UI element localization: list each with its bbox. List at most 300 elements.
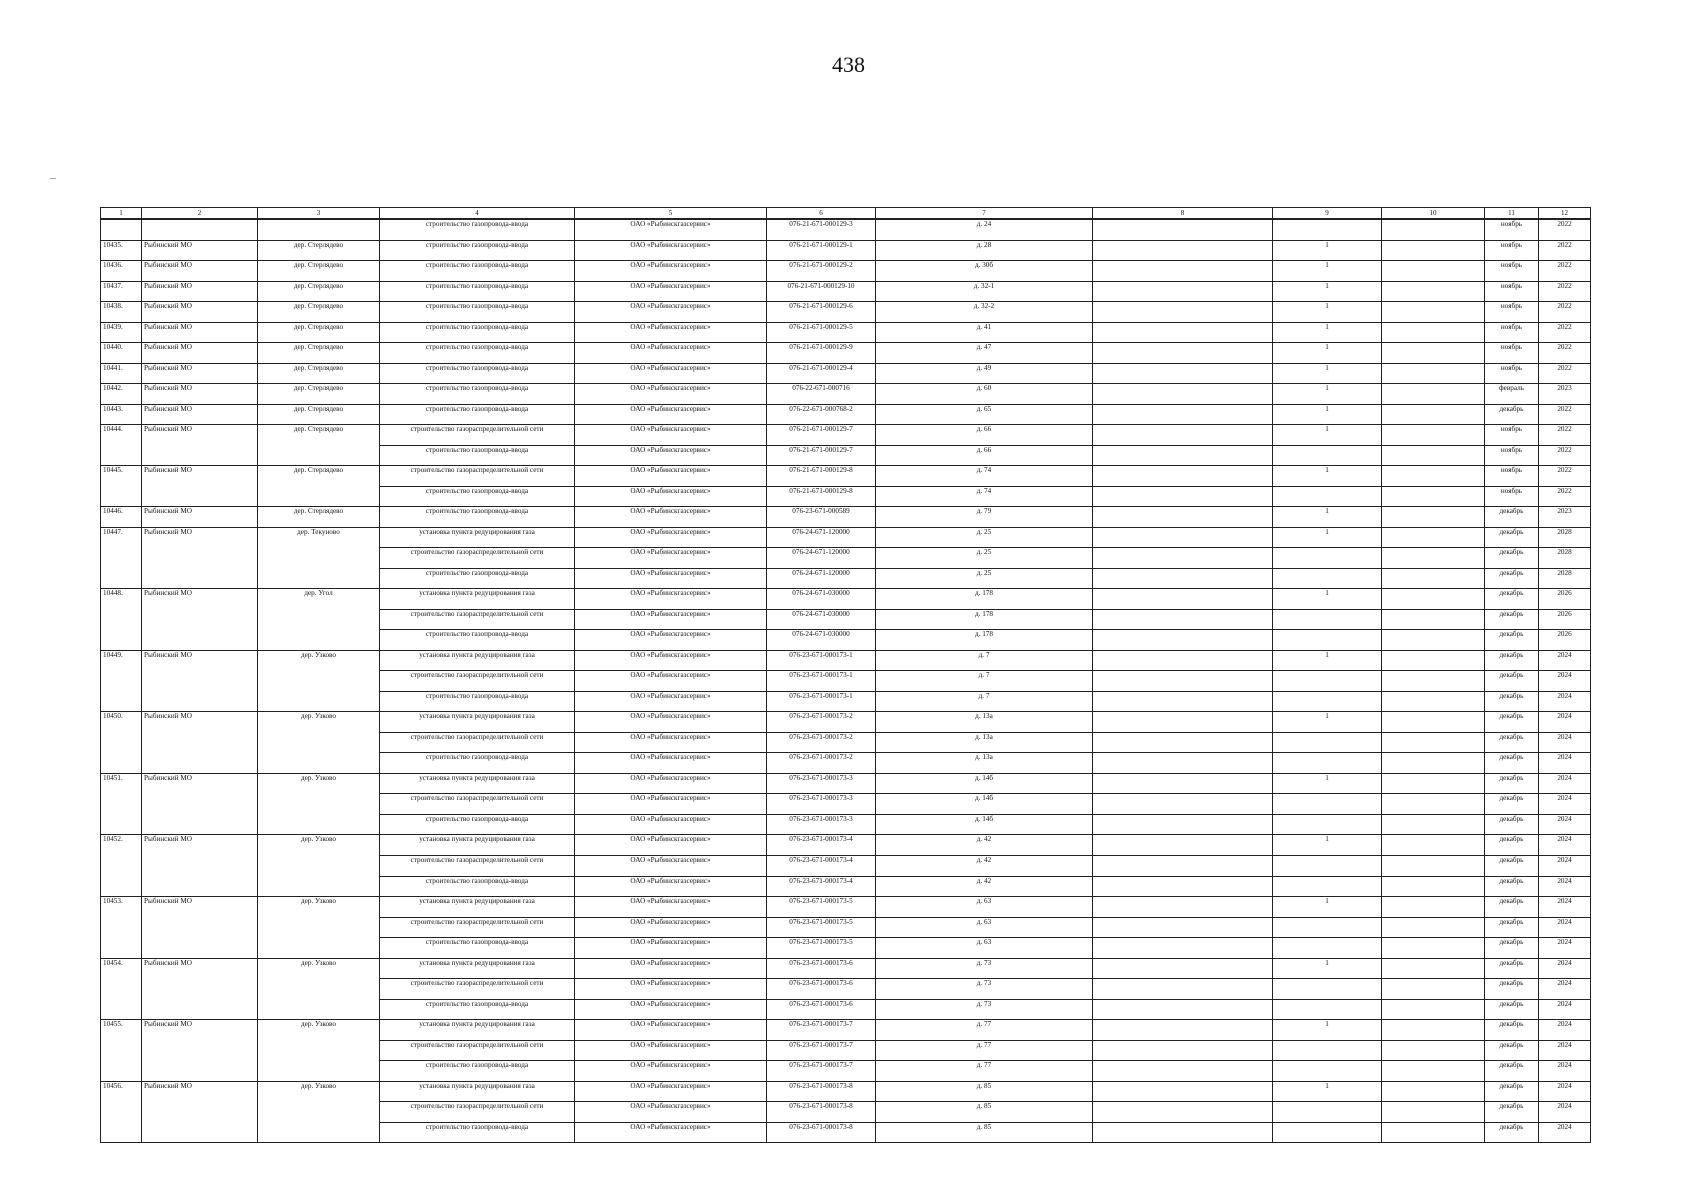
- column-10-cell: [1382, 548, 1485, 569]
- address-cell: д. 73: [876, 958, 1093, 979]
- entry-number-cell: 10453.: [101, 897, 142, 918]
- municipality-cell: [142, 917, 258, 938]
- work-type-cell: строительство газораспределительной сети: [380, 917, 575, 938]
- month-cell: декабрь: [1485, 999, 1539, 1020]
- year-cell: 2024: [1539, 1102, 1591, 1123]
- settlement-cell: дер. Узково: [258, 835, 380, 856]
- municipality-cell: Рыбинский МО: [142, 1081, 258, 1102]
- month-cell: декабрь: [1485, 671, 1539, 692]
- address-cell: д. 24: [876, 219, 1093, 240]
- column-10-cell: [1382, 261, 1485, 282]
- address-cell: д. 85: [876, 1081, 1093, 1102]
- column-number: 3: [258, 208, 380, 220]
- column-8-cell: [1093, 445, 1273, 466]
- entry-number-cell: 10440.: [101, 343, 142, 364]
- month-cell: декабрь: [1485, 691, 1539, 712]
- year-cell: 2024: [1539, 1122, 1591, 1143]
- month-cell: декабрь: [1485, 773, 1539, 794]
- address-cell: д. 25: [876, 548, 1093, 569]
- registry-code-cell: 076-23-671-000173-6: [767, 958, 876, 979]
- entry-number-cell: 10435.: [101, 240, 142, 261]
- table-row: [101, 835, 1591, 856]
- settlement-cell: [258, 814, 380, 835]
- month-cell: декабрь: [1485, 630, 1539, 651]
- municipality-cell: Рыбинский МО: [142, 958, 258, 979]
- municipality-cell: Рыбинский МО: [142, 650, 258, 671]
- work-type-cell: строительство газопровода-ввода: [380, 876, 575, 897]
- address-cell: д. 79: [876, 507, 1093, 528]
- year-cell: 2028: [1539, 568, 1591, 589]
- entry-number-cell: 10446.: [101, 507, 142, 528]
- column-10-cell: [1382, 712, 1485, 733]
- column-10-cell: [1382, 425, 1485, 446]
- registry-code-cell: 076-23-671-000173-2: [767, 753, 876, 774]
- column-10-cell: [1382, 404, 1485, 425]
- month-cell: ноябрь: [1485, 343, 1539, 364]
- month-cell: февраль: [1485, 384, 1539, 405]
- year-cell: 2024: [1539, 753, 1591, 774]
- table-row: [101, 917, 1591, 938]
- column-8-cell: [1093, 527, 1273, 548]
- registry-code-cell: 076-23-671-000173-4: [767, 835, 876, 856]
- table-row: [101, 897, 1591, 918]
- registry-code-cell: 076-23-671-000173-7: [767, 1040, 876, 1061]
- municipality-cell: Рыбинский МО: [142, 240, 258, 261]
- gasification-register-table: [100, 207, 1591, 1143]
- table-row: [101, 281, 1591, 302]
- column-9-cell: 1: [1273, 261, 1382, 282]
- work-type-cell: строительство газораспределительной сети: [380, 855, 575, 876]
- entry-number-cell: [101, 1122, 142, 1143]
- year-cell: 2024: [1539, 691, 1591, 712]
- organization-cell: ОАО «Рыбинскгазсервис»: [575, 1102, 767, 1123]
- address-cell: д. 73: [876, 979, 1093, 1000]
- municipality-cell: Рыбинский МО: [142, 384, 258, 405]
- column-8-cell: [1093, 507, 1273, 528]
- address-cell: д. 66: [876, 445, 1093, 466]
- municipality-cell: [142, 794, 258, 815]
- column-9-cell: 1: [1273, 302, 1382, 323]
- address-cell: д. 178: [876, 630, 1093, 651]
- month-cell: декабрь: [1485, 568, 1539, 589]
- organization-cell: ОАО «Рыбинскгазсервис»: [575, 671, 767, 692]
- column-9-cell: 1: [1273, 527, 1382, 548]
- column-10-cell: [1382, 609, 1485, 630]
- settlement-cell: [258, 979, 380, 1000]
- address-cell: д. 60: [876, 384, 1093, 405]
- settlement-cell: [258, 219, 380, 240]
- column-8-cell: [1093, 425, 1273, 446]
- month-cell: декабрь: [1485, 979, 1539, 1000]
- registry-code-cell: 076-23-671-000589: [767, 507, 876, 528]
- organization-cell: ОАО «Рыбинскгазсервис»: [575, 589, 767, 610]
- settlement-cell: [258, 445, 380, 466]
- work-type-cell: строительство газопровода-ввода: [380, 240, 575, 261]
- work-type-cell: установка пункта редуцирования газа: [380, 1081, 575, 1102]
- settlement-cell: дер. Стерлядево: [258, 466, 380, 487]
- column-8-cell: [1093, 1081, 1273, 1102]
- work-type-cell: строительство газораспределительной сети: [380, 1102, 575, 1123]
- settlement-cell: дер. Стерлядево: [258, 384, 380, 405]
- column-8-cell: [1093, 568, 1273, 589]
- column-9-cell: [1273, 855, 1382, 876]
- column-8-cell: [1093, 999, 1273, 1020]
- column-10-cell: [1382, 979, 1485, 1000]
- column-8-cell: [1093, 322, 1273, 343]
- margin-mark: [50, 178, 56, 179]
- settlement-cell: дер. Узково: [258, 1020, 380, 1041]
- column-number: 2: [142, 208, 258, 220]
- column-10-cell: [1382, 855, 1485, 876]
- entry-number-cell: [101, 938, 142, 959]
- column-9-cell: [1273, 999, 1382, 1020]
- month-cell: декабрь: [1485, 527, 1539, 548]
- entry-number-cell: 10436.: [101, 261, 142, 282]
- month-cell: декабрь: [1485, 650, 1539, 671]
- entry-number-cell: [101, 1061, 142, 1082]
- municipality-cell: [142, 814, 258, 835]
- work-type-cell: строительство газораспределительной сети: [380, 794, 575, 815]
- entry-number-cell: 10449.: [101, 650, 142, 671]
- column-8-cell: [1093, 712, 1273, 733]
- settlement-cell: дер. Стерлядево: [258, 281, 380, 302]
- column-8-cell: [1093, 1122, 1273, 1143]
- work-type-cell: строительство газопровода-ввода: [380, 302, 575, 323]
- column-10-cell: [1382, 814, 1485, 835]
- entry-number-cell: 10439.: [101, 322, 142, 343]
- table-row: [101, 445, 1591, 466]
- registry-code-cell: 076-23-671-000173-3: [767, 814, 876, 835]
- column-10-cell: [1382, 876, 1485, 897]
- municipality-cell: [142, 671, 258, 692]
- table-body: [101, 208, 1591, 1143]
- settlement-cell: [258, 1122, 380, 1143]
- settlement-cell: дер. Угол: [258, 589, 380, 610]
- year-cell: 2024: [1539, 814, 1591, 835]
- address-cell: д. 25: [876, 568, 1093, 589]
- column-9-cell: 1: [1273, 1020, 1382, 1041]
- month-cell: декабрь: [1485, 404, 1539, 425]
- column-8-cell: [1093, 363, 1273, 384]
- work-type-cell: строительство газораспределительной сети: [380, 979, 575, 1000]
- column-8-cell: [1093, 1102, 1273, 1123]
- column-8-cell: [1093, 1061, 1273, 1082]
- column-8-cell: [1093, 589, 1273, 610]
- column-8-cell: [1093, 979, 1273, 1000]
- table-row: [101, 938, 1591, 959]
- table-row: [101, 1081, 1591, 1102]
- entry-number-cell: [101, 548, 142, 569]
- month-cell: декабрь: [1485, 835, 1539, 856]
- municipality-cell: Рыбинский МО: [142, 507, 258, 528]
- organization-cell: ОАО «Рыбинскгазсервис»: [575, 548, 767, 569]
- year-cell: 2022: [1539, 281, 1591, 302]
- settlement-cell: [258, 917, 380, 938]
- registry-code-cell: 076-21-671-000129-10: [767, 281, 876, 302]
- registry-code-cell: 076-23-671-000173-2: [767, 712, 876, 733]
- settlement-cell: дер. Стерлядево: [258, 322, 380, 343]
- organization-cell: ОАО «Рыбинскгазсервис»: [575, 712, 767, 733]
- municipality-cell: Рыбинский МО: [142, 712, 258, 733]
- municipality-cell: [142, 938, 258, 959]
- settlement-cell: дер. Стерлядево: [258, 404, 380, 425]
- column-8-cell: [1093, 302, 1273, 323]
- column-10-cell: [1382, 958, 1485, 979]
- column-9-cell: [1273, 445, 1382, 466]
- registry-code-cell: 076-21-671-000129-4: [767, 363, 876, 384]
- column-10-cell: [1382, 650, 1485, 671]
- column-8-cell: [1093, 1020, 1273, 1041]
- month-cell: ноябрь: [1485, 363, 1539, 384]
- column-8-cell: [1093, 281, 1273, 302]
- entry-number-cell: [101, 753, 142, 774]
- year-cell: 2024: [1539, 671, 1591, 692]
- year-cell: 2024: [1539, 794, 1591, 815]
- address-cell: д. 42: [876, 835, 1093, 856]
- settlement-cell: [258, 609, 380, 630]
- municipality-cell: Рыбинский МО: [142, 466, 258, 487]
- organization-cell: ОАО «Рыбинскгазсервис»: [575, 938, 767, 959]
- year-cell: 2024: [1539, 1061, 1591, 1082]
- table-row: [101, 1122, 1591, 1143]
- column-10-cell: [1382, 527, 1485, 548]
- settlement-cell: [258, 486, 380, 507]
- table-row: [101, 302, 1591, 323]
- address-cell: д. 32-2: [876, 302, 1093, 323]
- column-9-cell: [1273, 568, 1382, 589]
- entry-number-cell: [101, 979, 142, 1000]
- entry-number-cell: [101, 691, 142, 712]
- year-cell: 2022: [1539, 219, 1591, 240]
- municipality-cell: Рыбинский МО: [142, 343, 258, 364]
- column-8-cell: [1093, 691, 1273, 712]
- entry-number-cell: [101, 855, 142, 876]
- work-type-cell: строительство газораспределительной сети: [380, 548, 575, 569]
- organization-cell: ОАО «Рыбинскгазсервис»: [575, 404, 767, 425]
- column-8-cell: [1093, 773, 1273, 794]
- settlement-cell: [258, 568, 380, 589]
- registry-code-cell: 076-23-671-000173-8: [767, 1102, 876, 1123]
- column-number: 6: [767, 208, 876, 220]
- entry-number-cell: 10441.: [101, 363, 142, 384]
- registry-code-cell: 076-21-671-000129-2: [767, 261, 876, 282]
- settlement-cell: [258, 630, 380, 651]
- column-8-cell: [1093, 671, 1273, 692]
- work-type-cell: строительство газопровода-ввода: [380, 999, 575, 1020]
- table-row: [101, 425, 1591, 446]
- municipality-cell: [142, 609, 258, 630]
- entry-number-cell: 10455.: [101, 1020, 142, 1041]
- table-row: [101, 630, 1591, 651]
- column-9-cell: [1273, 1040, 1382, 1061]
- address-cell: д. 74: [876, 466, 1093, 487]
- registry-code-cell: 076-24-671-030000: [767, 589, 876, 610]
- column-8-cell: [1093, 650, 1273, 671]
- entry-number-cell: [101, 814, 142, 835]
- table-row: [101, 609, 1591, 630]
- year-cell: 2022: [1539, 343, 1591, 364]
- table-row: [101, 794, 1591, 815]
- settlement-cell: [258, 1102, 380, 1123]
- year-cell: 2028: [1539, 548, 1591, 569]
- registry-code-cell: 076-23-671-000173-1: [767, 691, 876, 712]
- entry-number-cell: [101, 486, 142, 507]
- settlement-cell: [258, 1040, 380, 1061]
- municipality-cell: [142, 1061, 258, 1082]
- year-cell: 2024: [1539, 650, 1591, 671]
- registry-code-cell: 076-23-671-000173-5: [767, 897, 876, 918]
- entry-number-cell: [101, 609, 142, 630]
- work-type-cell: строительство газораспределительной сети: [380, 425, 575, 446]
- month-cell: ноябрь: [1485, 261, 1539, 282]
- work-type-cell: строительство газораспределительной сети: [380, 466, 575, 487]
- address-cell: д. 74: [876, 486, 1093, 507]
- work-type-cell: установка пункта редуцирования газа: [380, 897, 575, 918]
- address-cell: д. 73: [876, 999, 1093, 1020]
- table-row: [101, 958, 1591, 979]
- municipality-cell: Рыбинский МО: [142, 261, 258, 282]
- organization-cell: ОАО «Рыбинскгазсервис»: [575, 979, 767, 1000]
- organization-cell: ОАО «Рыбинскгазсервис»: [575, 855, 767, 876]
- work-type-cell: строительство газопровода-ввода: [380, 384, 575, 405]
- year-cell: 2024: [1539, 732, 1591, 753]
- entry-number-cell: [101, 1102, 142, 1123]
- address-cell: д. 85: [876, 1102, 1093, 1123]
- address-cell: д. 47: [876, 343, 1093, 364]
- work-type-cell: строительство газопровода-ввода: [380, 445, 575, 466]
- year-cell: 2022: [1539, 466, 1591, 487]
- settlement-cell: дер. Стерлядево: [258, 240, 380, 261]
- address-cell: д. 7: [876, 691, 1093, 712]
- column-8-cell: [1093, 404, 1273, 425]
- address-cell: д. 63: [876, 897, 1093, 918]
- table-row: [101, 773, 1591, 794]
- month-cell: ноябрь: [1485, 486, 1539, 507]
- column-9-cell: 1: [1273, 650, 1382, 671]
- organization-cell: ОАО «Рыбинскгазсервис»: [575, 1081, 767, 1102]
- column-8-cell: [1093, 486, 1273, 507]
- entry-number-cell: [101, 1040, 142, 1061]
- column-10-cell: [1382, 630, 1485, 651]
- year-cell: 2024: [1539, 855, 1591, 876]
- settlement-cell: [258, 876, 380, 897]
- column-9-cell: [1273, 979, 1382, 1000]
- column-9-cell: [1273, 732, 1382, 753]
- column-10-cell: [1382, 835, 1485, 856]
- address-cell: д. 13а: [876, 712, 1093, 733]
- work-type-cell: установка пункта редуцирования газа: [380, 835, 575, 856]
- month-cell: ноябрь: [1485, 445, 1539, 466]
- registry-code-cell: 076-23-671-000173-3: [767, 773, 876, 794]
- address-cell: д. 77: [876, 1061, 1093, 1082]
- address-cell: д. 30б: [876, 261, 1093, 282]
- municipality-cell: Рыбинский МО: [142, 404, 258, 425]
- entry-number-cell: [101, 219, 142, 240]
- entry-number-cell: 10447.: [101, 527, 142, 548]
- table-row: [101, 1020, 1591, 1041]
- year-cell: 2024: [1539, 773, 1591, 794]
- table-row: [101, 322, 1591, 343]
- entry-number-cell: 10450.: [101, 712, 142, 733]
- table-row: [101, 261, 1591, 282]
- column-8-cell: [1093, 794, 1273, 815]
- month-cell: декабрь: [1485, 876, 1539, 897]
- municipality-cell: [142, 1122, 258, 1143]
- organization-cell: ОАО «Рыбинскгазсервис»: [575, 773, 767, 794]
- column-9-cell: 1: [1273, 466, 1382, 487]
- entry-number-cell: 10452.: [101, 835, 142, 856]
- column-9-cell: [1273, 938, 1382, 959]
- column-9-cell: 1: [1273, 589, 1382, 610]
- address-cell: д. 85: [876, 1122, 1093, 1143]
- address-cell: д. 25: [876, 527, 1093, 548]
- column-8-cell: [1093, 855, 1273, 876]
- table-row: [101, 343, 1591, 364]
- municipality-cell: Рыбинский МО: [142, 773, 258, 794]
- year-cell: 2024: [1539, 1040, 1591, 1061]
- year-cell: 2022: [1539, 261, 1591, 282]
- year-cell: 2022: [1539, 425, 1591, 446]
- year-cell: 2024: [1539, 958, 1591, 979]
- municipality-cell: [142, 1040, 258, 1061]
- column-9-cell: 1: [1273, 384, 1382, 405]
- column-9-cell: 1: [1273, 425, 1382, 446]
- table-row: [101, 650, 1591, 671]
- column-8-cell: [1093, 219, 1273, 240]
- municipality-cell: [142, 691, 258, 712]
- column-8-cell: [1093, 1040, 1273, 1061]
- settlement-cell: [258, 999, 380, 1020]
- month-cell: декабрь: [1485, 814, 1539, 835]
- organization-cell: ОАО «Рыбинскгазсервис»: [575, 630, 767, 651]
- table-row: [101, 732, 1591, 753]
- address-cell: д. 63: [876, 917, 1093, 938]
- column-8-cell: [1093, 917, 1273, 938]
- settlement-cell: дер. Узково: [258, 958, 380, 979]
- registry-code-cell: 076-23-671-000173-2: [767, 732, 876, 753]
- column-number-row: [101, 208, 1591, 220]
- column-10-cell: [1382, 999, 1485, 1020]
- month-cell: ноябрь: [1485, 302, 1539, 323]
- settlement-cell: дер. Узково: [258, 650, 380, 671]
- settlement-cell: дер. Стерлядево: [258, 343, 380, 364]
- registry-code-cell: 076-21-671-000129-3: [767, 219, 876, 240]
- settlement-cell: дер. Стерлядево: [258, 507, 380, 528]
- settlement-cell: [258, 938, 380, 959]
- work-type-cell: строительство газопровода-ввода: [380, 322, 575, 343]
- column-9-cell: 1: [1273, 958, 1382, 979]
- work-type-cell: строительство газопровода-ввода: [380, 568, 575, 589]
- table-row: [101, 1040, 1591, 1061]
- organization-cell: ОАО «Рыбинскгазсервис»: [575, 876, 767, 897]
- registry-code-cell: 076-23-671-000173-4: [767, 876, 876, 897]
- column-10-cell: [1382, 507, 1485, 528]
- table-row: [101, 753, 1591, 774]
- registry-code-cell: 076-23-671-000173-5: [767, 917, 876, 938]
- table-row: [101, 486, 1591, 507]
- organization-cell: ОАО «Рыбинскгазсервис»: [575, 445, 767, 466]
- address-cell: д. 14б: [876, 814, 1093, 835]
- column-8-cell: [1093, 958, 1273, 979]
- column-9-cell: [1273, 1102, 1382, 1123]
- organization-cell: ОАО «Рыбинскгазсервис»: [575, 527, 767, 548]
- settlement-cell: дер. Узково: [258, 773, 380, 794]
- registry-code-cell: 076-23-671-000173-3: [767, 794, 876, 815]
- table-row: [101, 548, 1591, 569]
- work-type-cell: строительство газораспределительной сети: [380, 1040, 575, 1061]
- municipality-cell: Рыбинский МО: [142, 302, 258, 323]
- settlement-cell: дер. Узково: [258, 712, 380, 733]
